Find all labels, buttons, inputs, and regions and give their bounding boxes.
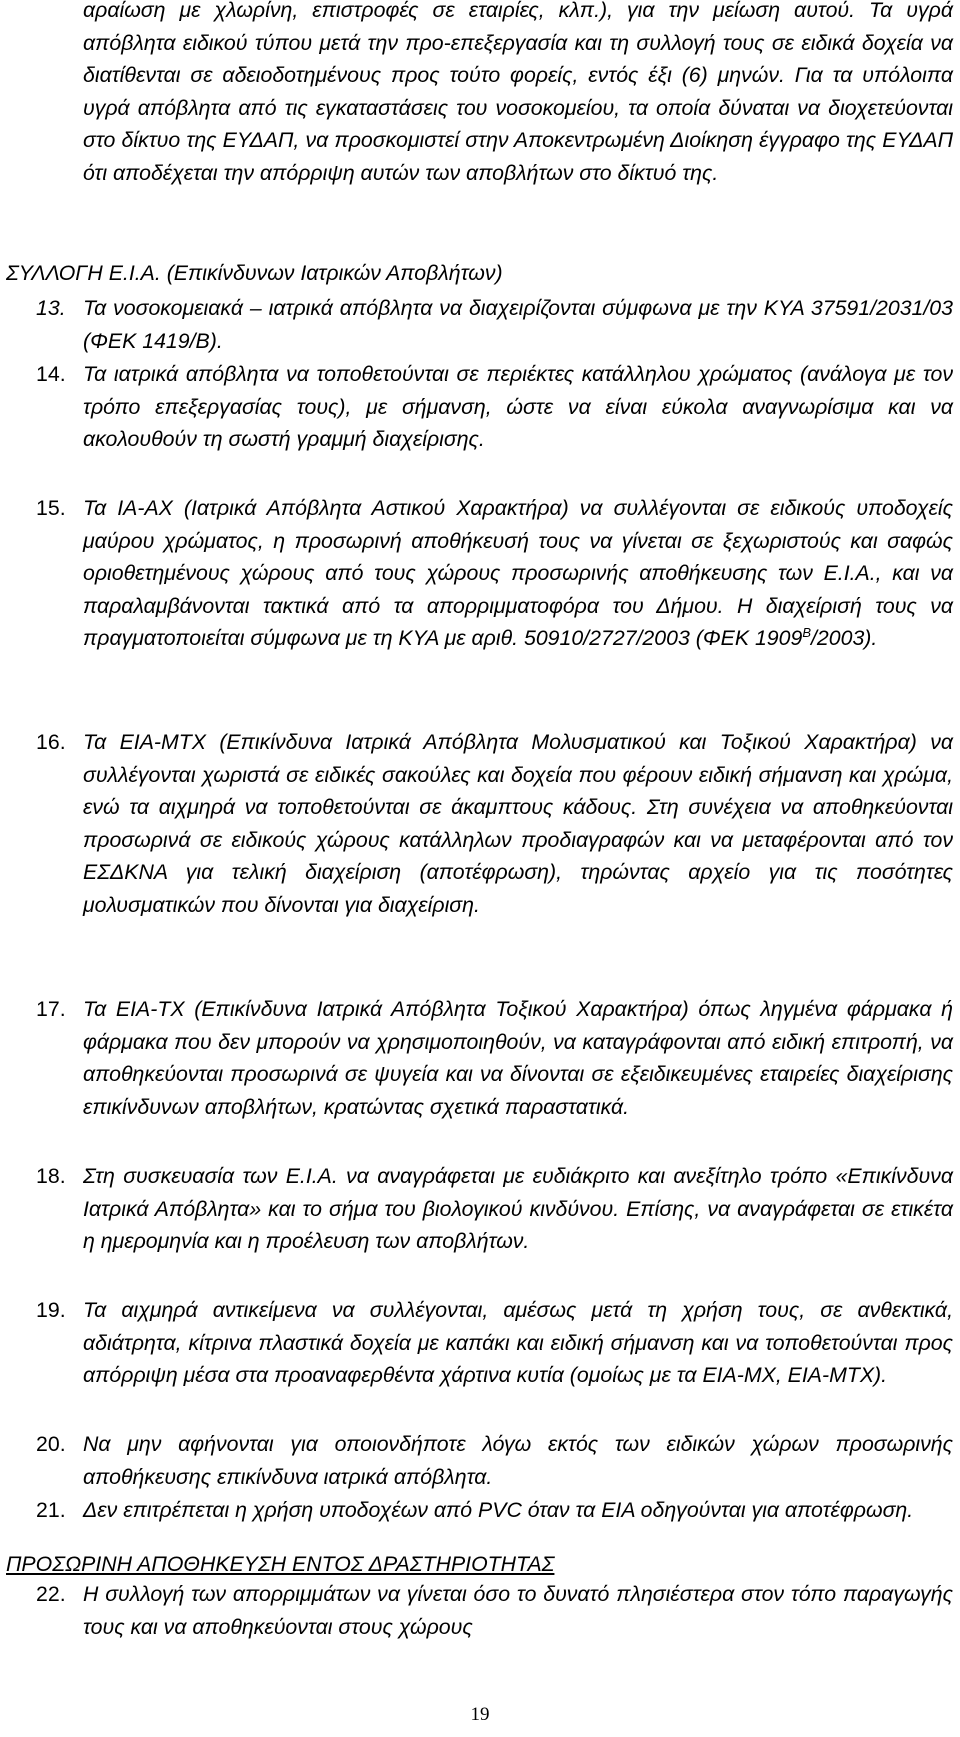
item-text: Στη συσκευασία των Ε.Ι.Α. να αναγράφεται με ευδιάκριτο και ανεξίτηλο τρόπο «Επικίνδυνα Ιατρικά Απόβλητα» και το σήμα του βιολογικού κινδύνου. Επίσης, να αναγράφεται σε ετικέτα η ημερομηνία και η προέλευση των αποβλήτων.: [83, 1164, 953, 1254]
list-item: [36, 726, 953, 922]
item-text: Τα ΕΙΑ-ΤΧ (Επικίνδυνα Ιατρικά Απόβλητα Τοξικού Χαρακτήρα) όπως ληγμένα φάρμακα ή φάρμακα που δεν μπορούν να χρησιμοποιηθούν, να καταγράφονται από ειδική επιτροπή, να αποθηκεύονται προσωρινά σε ψυγεία και να δίνονται σε εξειδικευμένες εταιρείες διαχείρισης επικίνδυνων αποβλήτων, κρατώντας σχετικά παραστατικά.: [83, 997, 953, 1119]
list-item: [36, 358, 953, 456]
item-number: 20.: [36, 1432, 66, 1456]
item-text: Να μην αφήνονται για οποιονδήποτε λόγω εκτός των ειδικών χώρων προσωρινής αποθήκευσης επικίνδυνα ιατρικά απόβλητα.: [83, 1432, 953, 1489]
item-number: 17.: [36, 997, 66, 1021]
item-text: Τα νοσοκομειακά – ιατρικά απόβλητα να διαχειρίζονται σύμφωνα με την ΚΥΑ 37591/2031/03 (ΦΕΚ 1419/Β).: [83, 296, 953, 353]
item-text: Τα ιατρικά απόβλητα να τοποθετούνται σε περιέκτες κατάλληλου χρώματος (ανάλογα με τον τρόπο επεξεργασίας τους), με σήμανση, ώστε να είναι εύκολα αναγνωρίσιμα και να ακολουθούν τη σωστή γραμμή διαχείρισης.: [83, 362, 953, 452]
item-number: 21.: [36, 1498, 66, 1522]
item-number: 16.: [36, 730, 66, 754]
item-number: 19.: [36, 1298, 66, 1322]
section-heading-collection: ΣΥΛΛΟΓΗ Ε.Ι.Α. (Επικίνδυνων Ιατρικών Αποβλήτων): [6, 261, 503, 285]
item-text: Η συλλογή των απορριμμάτων να γίνεται όσο το δυνατό πλησιέστερα στον τόπο παραγωγής τους και να αποθηκεύονται στους χώρους: [83, 1582, 953, 1639]
list-item: [36, 292, 953, 357]
item-number: 14.: [36, 362, 66, 386]
item-number: 13.: [36, 296, 66, 320]
item-text: Τα ΙΑ-ΑΧ (Ιατρικά Απόβλητα Αστικού Χαρακτήρα) να συλλέγονται σε ειδικούς υποδοχείς μαύρου χρώματος, η προσωρινή αποθήκευσή τους να γίνεται σε ξεχωριστούς και σαφώς οριοθετημένους χώρους από τους χώρους προσωρινής αποθήκευσης των Ε.Ι.Α., και να παραλαμβάνονται τακτικά από τα απορριμματοφόρα του Δήμου. Η διαχείρισή τους να πραγματοποιείται σύμφωνα με τη ΚΥΑ με αριθ. 50910/2727/2003 (ΦΕΚ $1909^B/2003$).: [83, 496, 953, 651]
item-number: 22.: [36, 1582, 66, 1606]
item-text: Δεν επιτρέπεται η χρήση υποδοχέων από PVC όταν τα ΕΙΑ οδηγούνται για αποτέφρωση.: [83, 1498, 914, 1522]
page-number: 19: [470, 1704, 490, 1725]
item-number: 15.: [36, 496, 66, 520]
list-item: [36, 1428, 953, 1493]
list-item: [36, 1160, 953, 1258]
item-text: Τα αιχμηρά αντικείμενα να συλλέγονται, αμέσως μετά τη χρήση τους, σε ανθεκτικά, αδιάτρητα, κίτρινα πλαστικά δοχεία με καπάκι και ειδική σήμανση και να τοποθετούνται προς απόρριψη μέσα στα προαναφερθέντα χάρτινα κυτία (ομοίως με τα ΕΙΑ-ΜΧ, ΕΙΑ-ΜΤΧ).: [83, 1298, 953, 1388]
list-item: [36, 993, 953, 1123]
list-item: [36, 1294, 953, 1392]
superscript: Β: [802, 625, 812, 641]
list-item: [36, 492, 953, 655]
section-heading-storage: ΠΡΟΣΩΡΙΝΗ ΑΠΟΘΗΚΕΥΣΗ ΕΝΤΟΣ ΔΡΑΣΤΗΡΙΟΤΗΤΑΣ: [6, 1552, 555, 1576]
list-item: [36, 1578, 953, 1643]
intro-paragraph: αραίωση με χλωρίνη, επιστροφές σε εταιρίες, κλπ.), για την μείωση αυτού. Τα υγρά απόβλητα ειδικού τύπου μετά την προ-επεξεργασία και τη συλλογή τους σε ειδικά δοχεία να διατίθενται σε αδειοδοτημένους προς τούτο φορείς, εντός έξι (6) μηνών. Για τα υπόλοιπα υγρά απόβλητα από τις εγκαταστάσεις του νοσοκομείου, τα οποία δύναται να διοχετεύονται στο δίκτυο της ΕΥΔΑΠ, να προσκομιστεί στην Αποκεντρωμένη Διοίκηση έγγραφο της ΕΥΔΑΠ ότι αποδέχεται την απόρριψη αυτών των αποβλήτων στο δίκτυό της.: [83, 0, 953, 185]
item-number: 18.: [36, 1164, 66, 1188]
item-text: Τα ΕΙΑ-ΜΤΧ (Επικίνδυνα Ιατρικά Απόβλητα Μολυσματικού και Τοξικού Χαρακτήρα) να συλλέγονται χωριστά σε ειδικές σακούλες και δοχεία που φέρουν ειδική σήμανση και χρώμα, ενώ τα αιχμηρά να τοποθετούνται σε άκαμπτους κάδους. Στη συνέχεια να αποθηκεύονται προσωρινά σε ειδικούς χώρους κατάλληλων προδιαγραφών και να μεταφέρονται από τον ΕΣΔΚΝΑ για τελική διαχείριση (αποτέφρωση), τηρώντας αρχείο για τις ποσότητες μολυσματικών που δίνονται για διαχείριση.: [83, 730, 953, 917]
list-item: [36, 1494, 953, 1527]
